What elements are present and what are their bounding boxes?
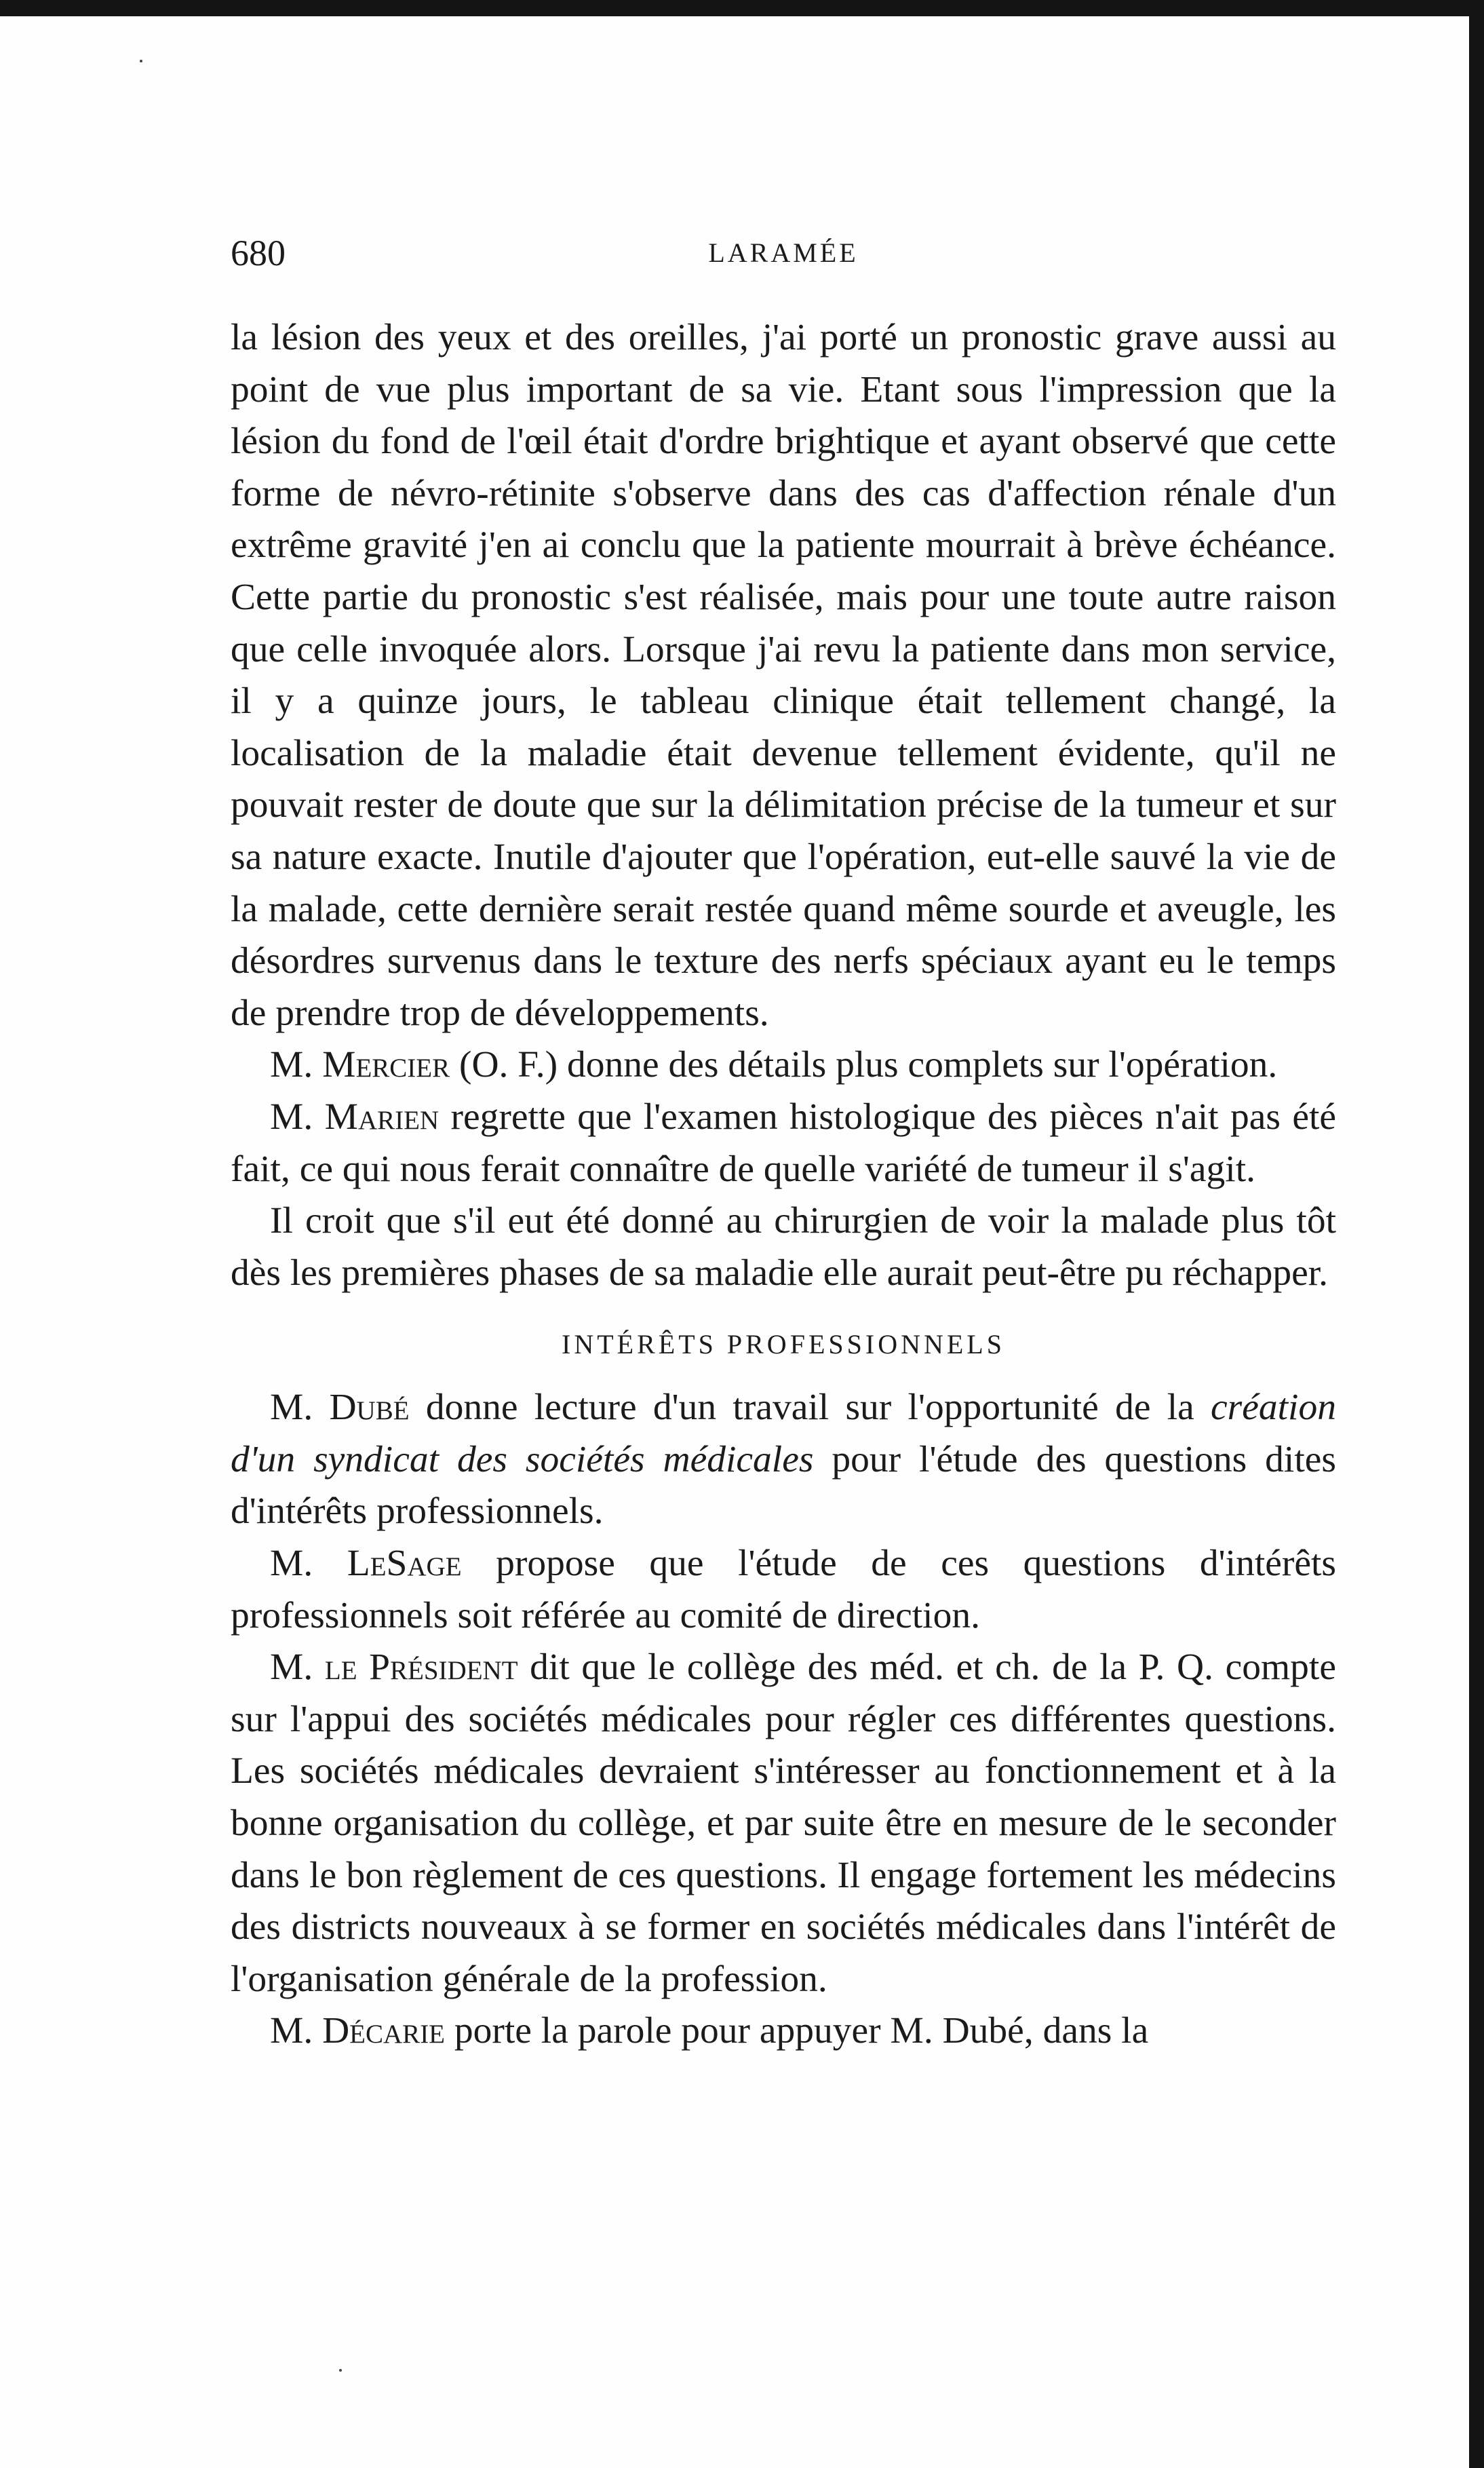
paragraph-text: propose que l'étude de ces questions d'intérêts professionnels soit référée au comité de direction. [231, 1543, 1337, 1636]
speaker-name: M. le Président [270, 1646, 518, 1689]
section-heading: INTÉRÊTS PROFESSIONNELS [562, 1329, 1005, 1360]
paragraph-lesage [231, 1538, 1336, 1642]
paragraph-president [231, 1642, 1336, 2005]
page-header [231, 229, 1336, 277]
page-number: 680 [231, 233, 286, 273]
speaker-name: M. Marien [270, 1096, 440, 1138]
paragraph-dube [231, 1382, 1336, 1538]
page-right-edge [1469, 0, 1484, 2468]
paragraph-mercier [231, 1039, 1336, 1092]
paragraph-decarie [231, 2005, 1336, 2058]
speaker-name: M. Décarie [270, 2010, 446, 2052]
paragraph-text: donne lecture d'un travail sur l'opportunité de la [409, 1387, 1211, 1429]
paragraph-text: porte la parole pour appuyer M. Dubé, dans la [445, 2010, 1149, 2052]
italic-phrase: création d'un syndicat des sociétés médicales [231, 1387, 1336, 1480]
speaker-name: M. Dubé [270, 1387, 410, 1429]
paragraph-text: dit que le collège des méd. et ch. de la P. Q. compte sur l'appui des sociétés médicales pour régler ces différentes questions. Les sociétés médicales devraient s'intéresser au fonctionnement et à la bonne organisation du collège, et par suite être en mesure de le seconder dans le bon règlement de ces questions. Il engage fortement les médecins des districts nouveaux à se former en sociétés médicales dans l'intérêt de l'organisation générale de la profession. [231, 1646, 1336, 2000]
running-title: LARAMÉE [708, 237, 859, 268]
paragraph-marien-continued: Il croit que s'il eut été donné au chirurgien de voir la malade plus tôt dès les premières phases de sa maladie elle aurait peut-être pu réchapper. [231, 1200, 1336, 1294]
scan-speck [339, 2369, 342, 2372]
paragraph-marien [231, 1092, 1336, 1195]
paragraph-continuation: la lésion des yeux et des oreilles, j'ai porté un pronostic grave aussi au point de vue plus important de sa vie. Etant sous l'impression que la lésion du fond de l'œil était d'ordre brightique et ayant observé que cette forme de névro-rétinite s'observe dans des cas d'affection rénale d'un extrême gravité j'en ai conclu que la patiente mourrait à brève échéance. Cette partie du pronostic s'est réalisée, mais pour une toute autre raison que celle invoquée alors. Lorsque j'ai revu la patiente dans mon service, il y a quinze jours, le tableau clinique était tellement changé, la localisation de la maladie était devenue tellement évidente, qu'il ne pouvait rester de doute que sur la délimitation précise de la tumeur et sur sa nature exacte. Inutile d'ajouter que l'opération, eut-elle sauvé la vie de la malade, cette dernière serait restée quand même sourde et aveugle, les désordres survenus dans le texture des nerfs spéciaux ayant eu le temps de prendre trop de développements. [231, 317, 1336, 1034]
page-top-edge [0, 0, 1484, 16]
speaker-name: M. Mercier [270, 1044, 450, 1086]
paragraph-text: pour l'étude des questions dites d'intérêts professionnels. [231, 1438, 1336, 1532]
speaker-name: M. LeSage [270, 1543, 462, 1585]
page-body [231, 312, 1336, 2058]
paragraph-text: (O. F.) donne des détails plus complets sur l'opération. [450, 1044, 1278, 1086]
scan-speck [140, 60, 142, 62]
paragraph-text: regrette que l'examen histologique des pièces n'ait pas été fait, ce qui nous ferait connaître de quelle variété de tumeur il s'agit. [231, 1096, 1337, 1190]
